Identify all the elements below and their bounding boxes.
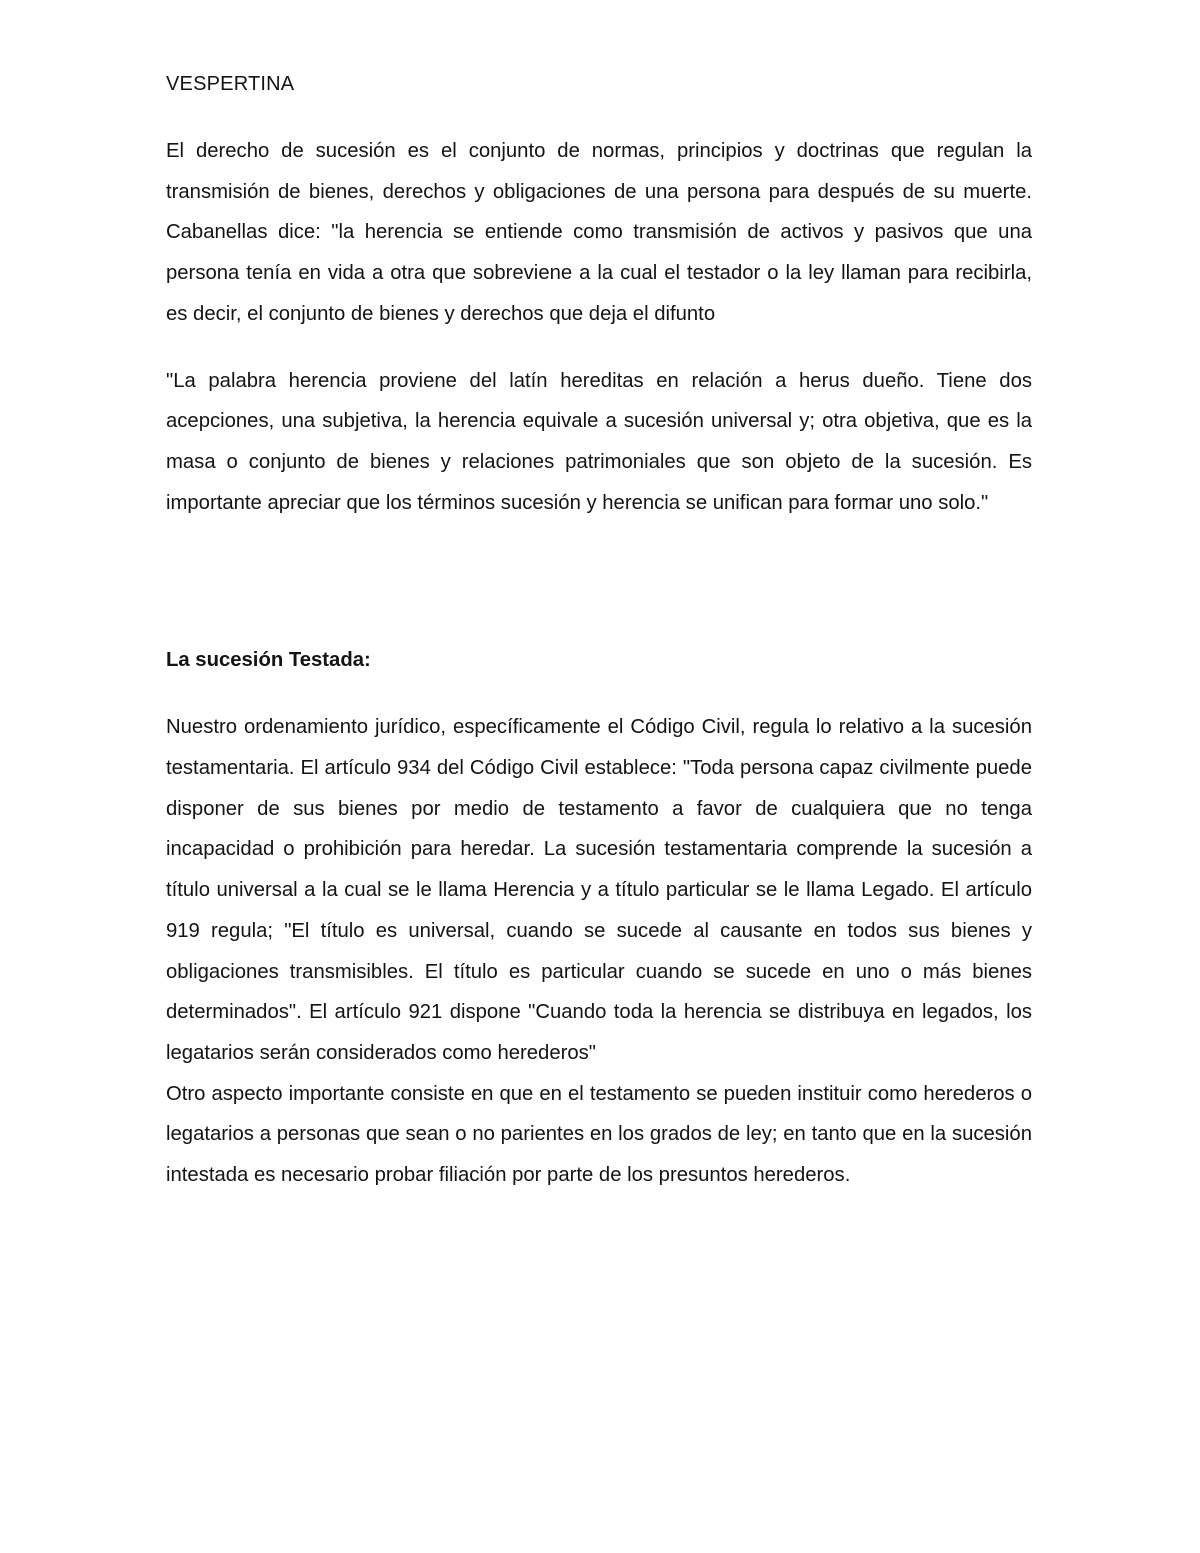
paragraph-herencia-etymology: "La palabra herencia proviene del latín hereditas en relación a herus dueño. Tiene dos acepciones, una subjetiva, la herencia equivale a sucesión universal y; otra objetiva, que es la masa o conjunto de bienes y relaciones patrimoniales que son objeto de la sucesión. Es importante apreciar que los términos sucesión y herencia se unifican para formar uno solo." (166, 369, 1032, 514)
document-page (166, 64, 1032, 1196)
section-title: La sucesión Testada: (166, 649, 371, 672)
paragraph-heirs: Otro aspecto importante consiste en que en el testamento se pueden instituir como herederos o legatarios a personas que sean o no parientes en los grados de ley; en tanto que en la sucesión intestada es necesario probar filiación por parte de los presuntos herederos. (166, 1082, 1032, 1187)
paragraph-intro: El derecho de sucesión es el conjunto de normas, principios y doctrinas que regulan la transmisión de bienes, derechos y obligaciones de una persona para después de su muerte. Cabanellas dice: "la herencia se entiende como transmisión de activos y pasivos que una persona tenía en vida a otra que sobreviene a la cual el testador o la ley llaman para recibirla, es decir, el conjunto de bienes y derechos que deja el difunto (166, 140, 1032, 325)
paragraph-testamentary: Nuestro ordenamiento jurídico, específicamente el Código Civil, regula lo relativo a la sucesión testamentaria. El artículo 934 del Código Civil establece: "Toda persona capaz civilmente puede disponer de sus bienes por medio de testamento a favor de cualquiera que no tenga incapacidad o prohibición para heredar. La sucesión testamentaria comprende la sucesión a título universal a la cual se le llama Herencia y a título particular se le llama Legado. El artículo 919 regula; "El título es universal, cuando se sucede al causante en todos sus bienes y obligaciones transmisibles. El título es particular cuando se sucede en uno o más bienes determinados". El artículo 921 dispone "Cuando toda la herencia se distribuya en legados, los legatarios serán considerados como herederos" (166, 716, 1032, 1064)
document-heading: VESPERTINA (166, 73, 295, 95)
